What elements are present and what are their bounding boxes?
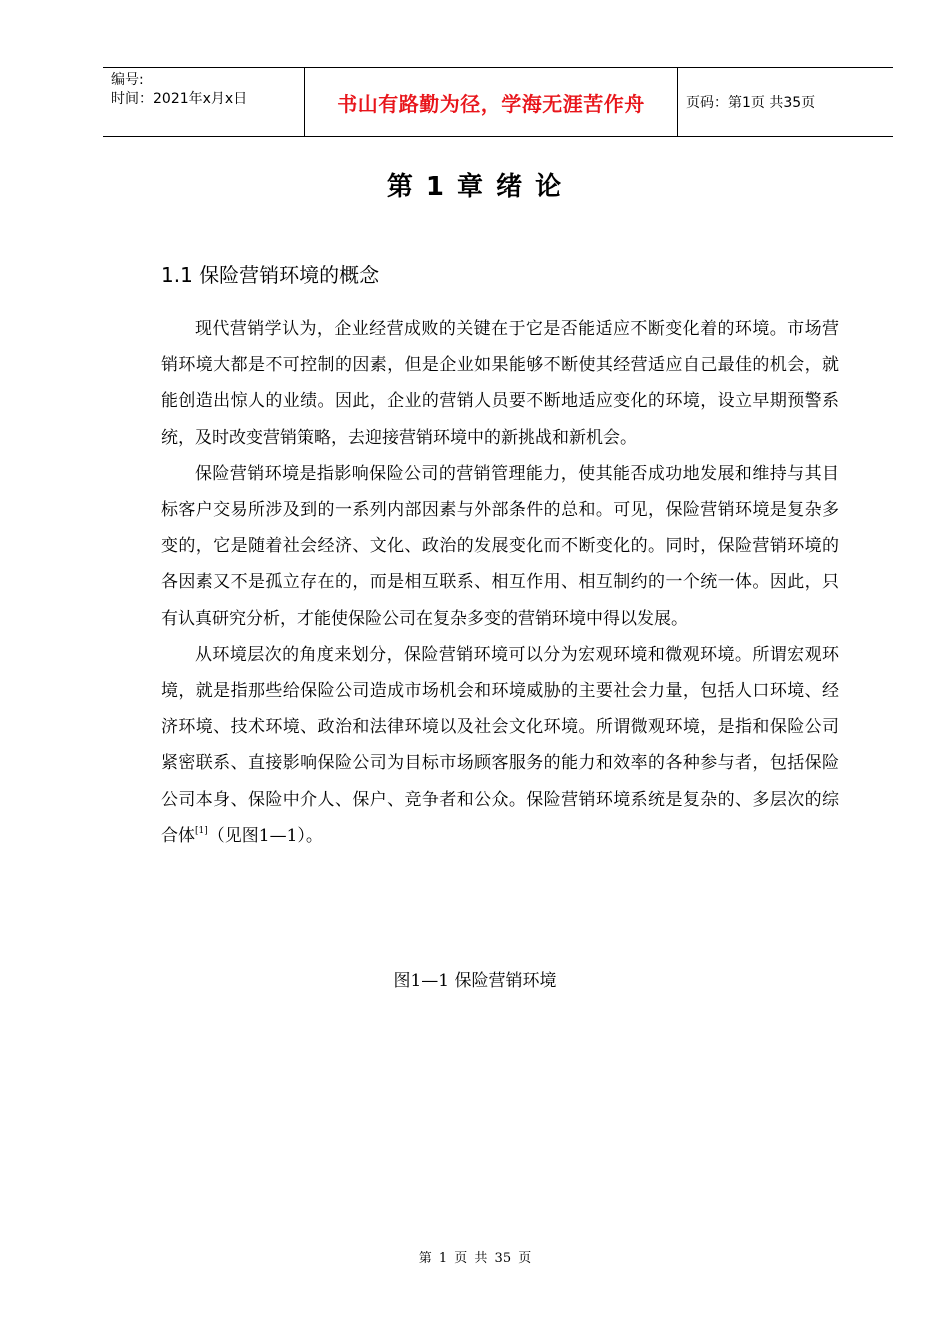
citation-mark[interactable]: [1] bbox=[195, 825, 208, 836]
header-motto-cell bbox=[304, 68, 678, 136]
page-header bbox=[103, 67, 893, 137]
chapter-title: 第 1 章 绪 论 bbox=[386, 172, 564, 202]
paragraph-2: 保险营销环境是指影响保险公司的营销管理能力，使其能否成功地发展和维持与其目标客户交易所涉及到的一系列内部因素与外部条件的总和。可见，保险营销环境是复杂多变的，它是随着社会经济、文化、政治的发展变化而不断变化的。同时，保险营销环境的各因素又不是孤立存在的，而是相互联系、相互作用、相互制约的一个统一体。因此，只有认真研究分析，才能使保险公司在复杂多变的营销环境中得以发展。 bbox=[161, 463, 839, 629]
body-text bbox=[161, 311, 839, 854]
figure-reference: （见图1—1）。 bbox=[207, 825, 323, 846]
header-meta bbox=[103, 68, 304, 136]
header-motto: 书山有路勤为径，学海无涯苦作舟 bbox=[337, 91, 645, 116]
header-number-label: 编号: bbox=[111, 72, 144, 88]
header-page-info: 页码：第1页 共35页 bbox=[686, 95, 816, 111]
figure-caption: 图1—1 保险营销环境 bbox=[393, 971, 557, 991]
paragraph-3-text: 从环境层次的角度来划分，保险营销环境可以分为宏观环境和微观环境。所谓宏观环境，就是指那些给保险公司造成市场机会和环境威胁的主要社会力量，包括人口环境、经济环境、技术环境、政治和法律环境以及社会文化环境。所谓微观环境，是指和保险公司紧密联系、直接影响保险公司为目标市场顾客服务的能力和效率的各种参与者，包括保险公司本身、保险中介人、保户、竞争者和公众。保险营销环境系统是复杂的、多层次的综合体 bbox=[161, 644, 839, 846]
paragraph-1: 现代营销学认为，企业经营成败的关键在于它是否能适应不断变化着的环境。市场营销环境大都是不可控制的因素，但是企业如果能够不断使其经营适应自己最佳的机会，就能创造出惊人的业绩。因此，企业的营销人员要不断地适应变化的环境，设立早期预警系统，及时改变营销策略，去迎接营销环境中的新挑战和新机会。 bbox=[161, 319, 839, 448]
header-time-label: 时间：2021年x月x日 bbox=[111, 91, 248, 107]
page-footer: 第 1 页 共 35 页 bbox=[418, 1251, 532, 1266]
paragraph-3 bbox=[161, 637, 839, 854]
section-title: 1.1 保险营销环境的概念 bbox=[161, 263, 380, 287]
